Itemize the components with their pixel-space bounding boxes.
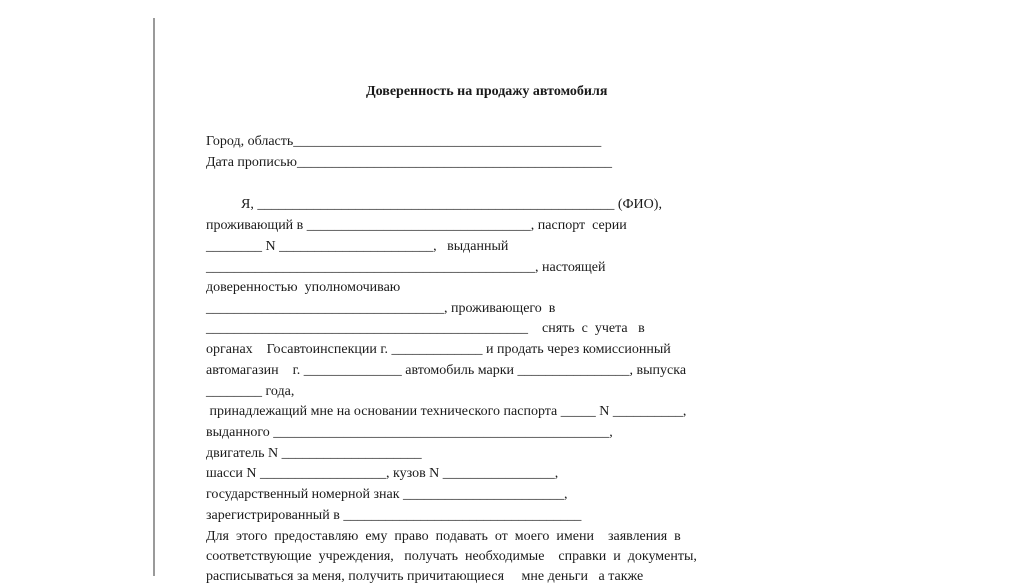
paragraph-line-1: Для этого предоставляю ему право подавать от моего имени заявления в [206,529,681,544]
field-proxy-name: __________________________________, проживающего в [206,301,556,316]
field-engine-number: двигатель N ____________________ [206,446,422,461]
field-passport-issuer: _______________________________________________, настоящей [206,260,606,275]
field-year: ________ года, [206,384,295,399]
document-title: Доверенность на продажу автомобиля [366,84,608,99]
field-chassis-body: шасси N __________________, кузов N ________________, [206,466,559,481]
field-issued-by: выданного ________________________________________________, [206,425,613,440]
field-residence: проживающий в ________________________________, паспорт серии [206,218,627,233]
field-tech-passport: принадлежащий мне на основании технического паспорта _____ N __________, [206,404,687,419]
paragraph-line-3: расписываться за меня, получить причитающиеся мне деньги а также [206,569,644,584]
field-license-plate: государственный номерной знак _______________________, [206,487,568,502]
field-date-in-words: Дата прописью_____________________________________________ [206,155,612,170]
field-car-make: автомагазин г. ______________ автомобиль марки ________________, выпуска [206,363,687,378]
field-passport-number: ________ N ______________________, выданный [206,239,509,254]
field-proxy-address: ______________________________________________ снять с учета в [206,321,645,336]
field-full-name: Я, ___________________________________________________ (ФИО), [241,197,662,212]
field-traffic-office: органах Госавтоинспекции г. _____________ и продать через комиссионный [206,342,671,357]
paragraph-line-2: соответствующие учреждения, получать необходимые справки и документы, [206,549,697,564]
page-edge [153,18,155,576]
field-city-region: Город, область____________________________________________ [206,134,602,149]
text-authorize: доверенностью уполномочиваю [206,280,401,295]
field-registered-in: зарегистрированный в __________________________________ [206,508,582,523]
